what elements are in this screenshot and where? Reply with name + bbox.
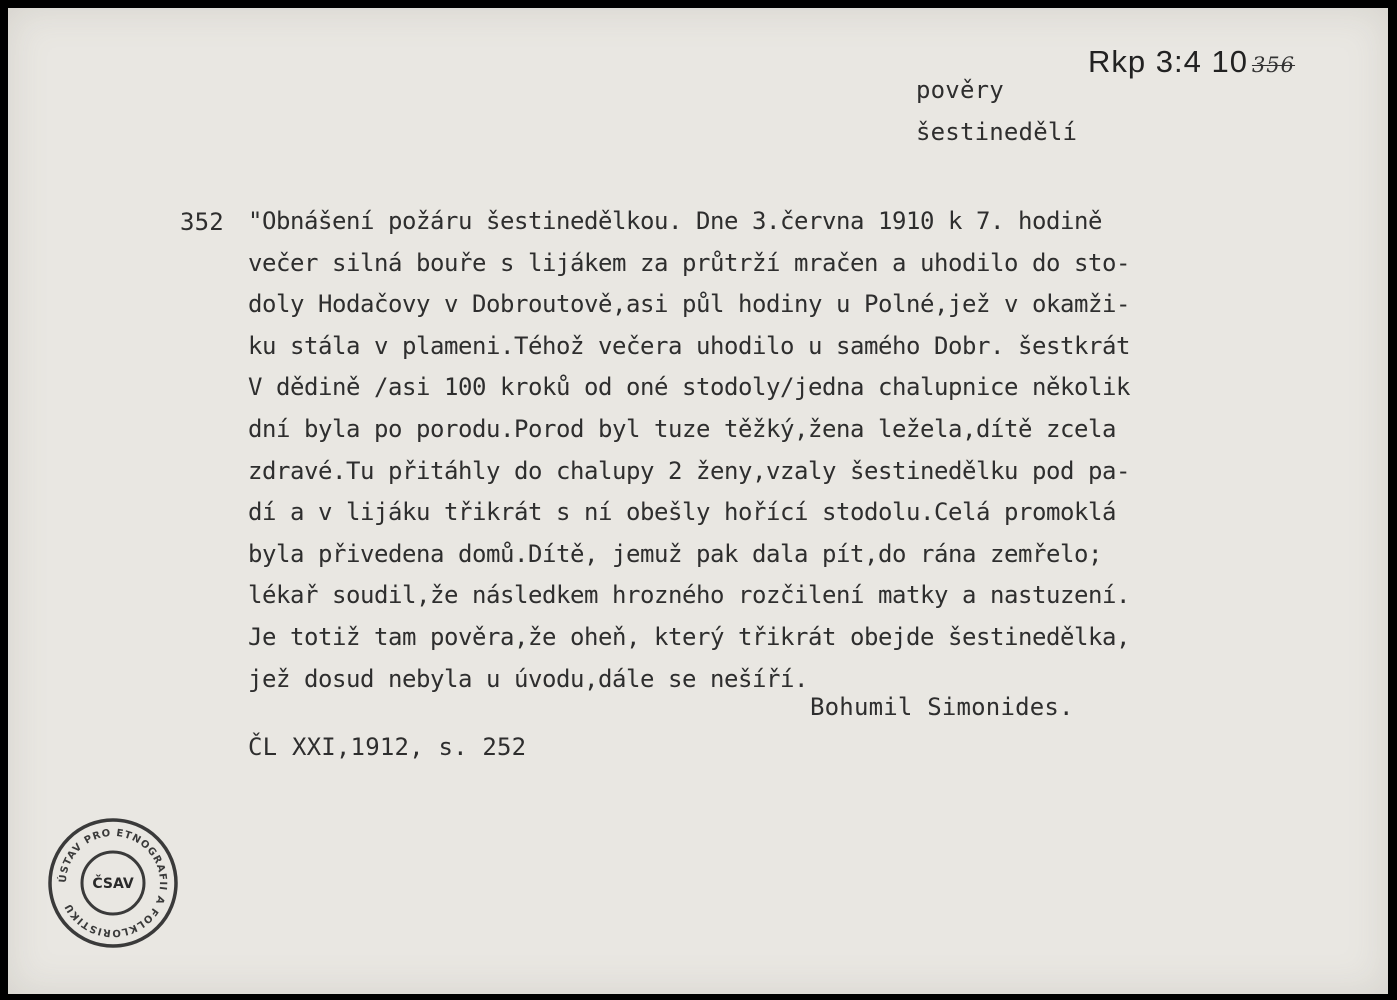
entry-line: ku stála v plameni.Téhož večera uhodilo u samého Dobr. šestkrát bbox=[248, 331, 1130, 360]
institute-stamp bbox=[46, 816, 180, 950]
catalog-number bbox=[1088, 44, 1295, 80]
entry-line: dí a v lijáku třikrát s ní obešly hořící stodolu.Celá promoklá bbox=[248, 498, 1116, 527]
stamp-center-text: ČSAV bbox=[92, 876, 134, 892]
entry-line: "Obnášení požáru šestinedělkou. Dne 3.června 1910 k 7. hodině bbox=[248, 207, 1102, 235]
entry-line: doly Hodačovy v Dobroutově,asi půl hodiny u Polné,jež v okamži- bbox=[248, 290, 1130, 319]
entry-line: byla přivedena domů.Dítě, jemuž pak dala pít,do rána zemřelo; bbox=[248, 539, 1102, 568]
entry-line: zdravé.Tu přitáhly do chalupy 2 ženy,vzaly šestinedělku pod pa- bbox=[248, 456, 1130, 485]
catalog-label: Rkp 3:4 10 bbox=[1088, 44, 1248, 79]
entry-line: večer silná bouře s lijákem za průtrží mračen a uhodilo do sto- bbox=[248, 248, 1130, 277]
keyword-2: šestinedělí bbox=[916, 118, 1078, 146]
source-citation: ČL XXI,1912, s. 252 bbox=[248, 733, 527, 761]
entry-number: 352 bbox=[180, 208, 224, 236]
catalog-handwritten-number: 356 bbox=[1251, 53, 1296, 77]
archive-card bbox=[8, 8, 1388, 994]
entry-line: Je totiž tam pověra,že oheň, který třikrát obejde šestinedělka, bbox=[248, 622, 1130, 651]
author-signature: Bohumil Simonides. bbox=[810, 693, 1074, 721]
stamp-ring-text: ÚSTAV PRO ETNOGRAFII A FOLKLORISTIKU bbox=[57, 827, 169, 939]
keyword-1: pověry bbox=[916, 76, 1004, 104]
entry-text bbox=[248, 208, 1130, 707]
entry-line: V dědině /asi 100 kroků od oné stodoly/jedna chalupnice několik bbox=[248, 373, 1130, 402]
entry-line: lékař soudil,že následkem hrozného rozčilení matky a nastuzení. bbox=[248, 581, 1130, 610]
entry-line: dní byla po porodu.Porod byl tuze těžký,žena ležela,dítě zcela bbox=[248, 414, 1116, 443]
entry-line: jež dosud nebyla u úvodu,dále se nešíří. bbox=[248, 664, 808, 693]
